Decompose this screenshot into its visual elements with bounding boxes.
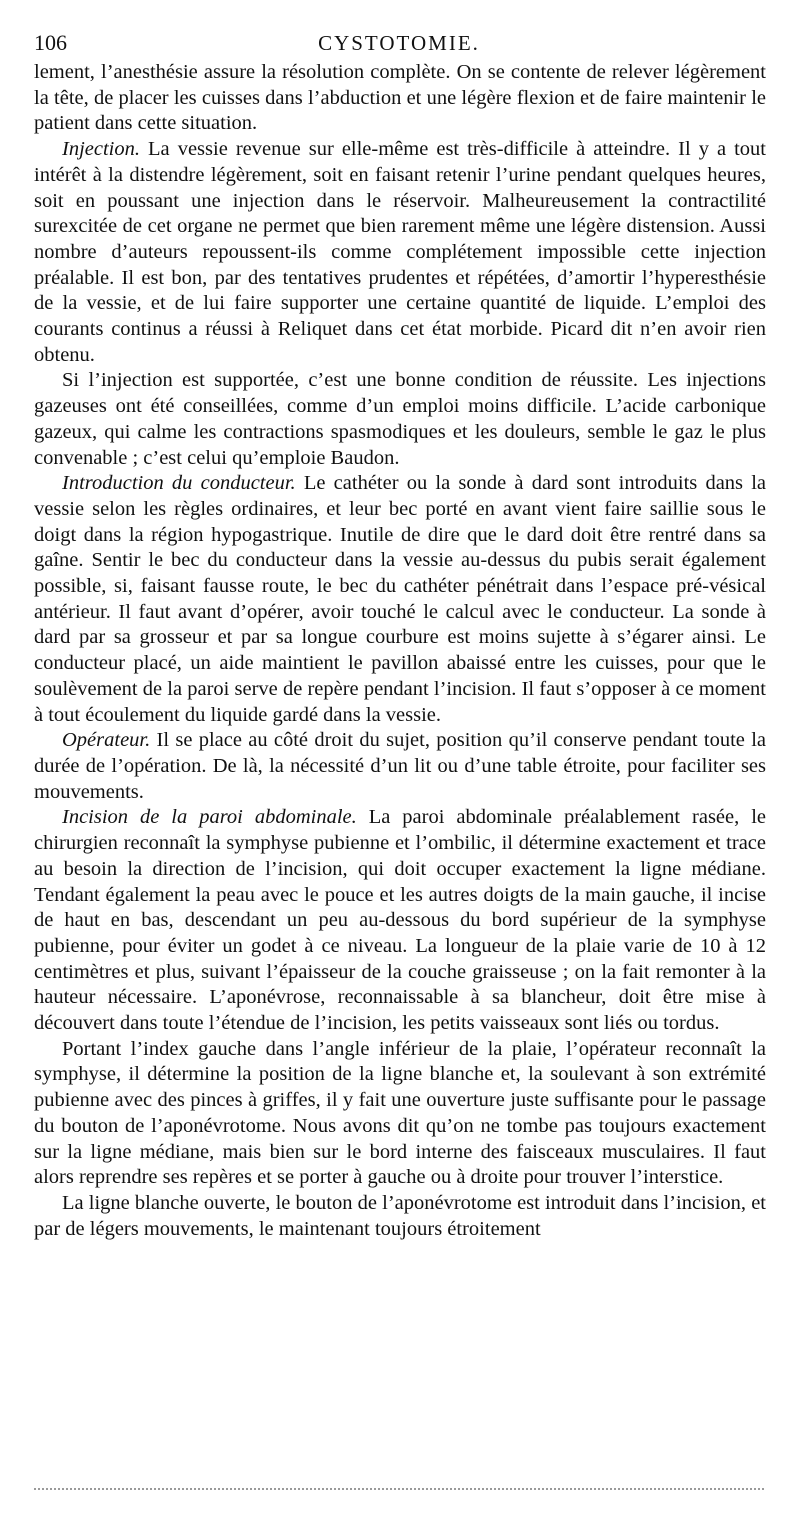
- paragraph-index-gauche: [34, 1037, 766, 1191]
- paragraph-lead: Introduction du conducteur.: [62, 472, 296, 495]
- paragraph-continuation: [34, 60, 766, 137]
- body-text: [34, 60, 766, 1242]
- paragraph-lead: Incision de la paroi abdominale.: [62, 806, 357, 829]
- paragraph-text: Le cathéter ou la sonde à dard sont introduits dans la vessie selon les règles ordinaires, et leur bec porté en avant vient faire saillie sous le doigt dans la région hypogastrique. Inutile de dire que le dard doit être rentré dans sa gaîne. Sentir le bec du conducteur dans la vessie au-dessus du pubis serait également possible, si, faisant fausse route, le bec du cathéter pénétrait dans l’espace pré-vésical antérieur. Il faut avant d’opérer, avoir touché le calcul avec le conducteur. La sonde à dard par sa grosseur et par sa longue courbure est moins sujette à s’égarer ainsi. Le conducteur placé, un aide maintient le pavillon abaissé entre les cuisses, pour que le soulèvement de la paroi serve de repère pendant l’incision. Il faut s’opposer à ce moment à tout écoulement du liquide gardé dans la vessie.: [34, 472, 766, 726]
- paragraph-text: Il se place au côté droit du sujet, position qu’il conserve pendant toute la durée de l’opération. De là, la nécessité d’un lit ou d’une table étroite, pour faciliter ses mouvements.: [34, 729, 766, 803]
- paragraph-injection: [34, 137, 766, 368]
- paragraph-introduction-conducteur: [34, 471, 766, 728]
- paragraph-text: Si l’injection est supportée, c’est une bonne condition de réussite. Les injections gazeuses ont été conseillées, comme d’un emploi moins difficile. L’acide carbonique gazeux, qui calme les contractions spasmodiques et les douleurs, semble le gaz le plus convenable ; c’est celui qu’emploie Baudon.: [34, 369, 766, 469]
- paragraph-operateur: [34, 728, 766, 805]
- page-header: [34, 28, 764, 58]
- paragraph-incision-paroi: [34, 805, 766, 1036]
- paragraph-text: lement, l’anesthésie assure la résolution complète. On se contente de relever légèrement la tête, de placer les cuisses dans l’abduction et une légère flexion et de faire maintenir le patient dans cette situation.: [34, 61, 766, 135]
- paragraph-text: La vessie revenue sur elle-même est très-difficile à atteindre. Il y a tout intérêt à la distendre légèrement, soit en faisant retenir l’urine pendant quelques heures, soit en poussant une injection dans le réservoir. Malheureusement la contractilité surexcitée de cet organe ne permet que bien rarement même une légère distension. Aussi nombre d’auteurs repoussent-ils comme complétement impossible cette injection préalable. Il est bon, par des tentatives prudentes et répétées, d’amortir l’hyperesthésie de la vessie, et de lui faire supporter une certaine quantité de liquide. L’emploi des courants continus a réussi à Reliquet dans cet état morbide. Picard dit n’en avoir rien obtenu.: [34, 138, 766, 366]
- paragraph-text: La ligne blanche ouverte, le bouton de l’aponévrotome est introduit dans l’incision, et par de légers mouvements, le maintenant toujours étroitement: [34, 1191, 766, 1240]
- paragraph-injection-gazeuse: [34, 368, 766, 471]
- paragraph-ligne-blanche: [34, 1191, 766, 1242]
- paragraph-lead: Opérateur.: [62, 729, 151, 752]
- paragraph-lead: Injection.: [62, 138, 140, 161]
- page-number: 106: [34, 30, 67, 55]
- footer-rule: [34, 1488, 764, 1490]
- paragraph-text: Portant l’index gauche dans l’angle inférieur de la plaie, l’opérateur reconnaît la symphyse, il détermine la position de la ligne blanche et, la soulevant à son extrémité pubienne avec des pinces à griffes, il y fait une ouverture juste suffisante pour le passage du bouton de l’aponévrotome. Nous avons dit qu’on ne tombe pas toujours exactement sur la ligne médiane, mais bien sur le bord interne des faisceaux musculaires. Il faut alors reprendre ses repères et se porter à gauche ou à droite pour trouver l’interstice.: [34, 1037, 766, 1189]
- paragraph-text: La paroi abdominale préalablement rasée, le chirurgien reconnaît la symphyse pubienne et l’ombilic, il détermine exactement et trace au besoin la direction de l’incision, qui doit occuper exactement la ligne médiane. Tendant également la peau avec le pouce et les autres doigts de la main gauche, il incise de haut en bas, descendant un peu au-dessous du bord supérieur de la symphyse pubienne, pour éviter un godet à ce niveau. La longueur de la plaie varie de 10 à 12 centimètres et plus, suivant l’épaisseur de la couche graisseuse ; on la fait remonter à la hauteur nécessaire. L’aponévrose, reconnaissable à sa blancheur, doit être mise à découvert dans toute l’étendue de l’incision, les petits vaisseaux sont liés ou tordus.: [34, 806, 767, 1035]
- running-title: CYSTOTOMIE.: [318, 31, 480, 55]
